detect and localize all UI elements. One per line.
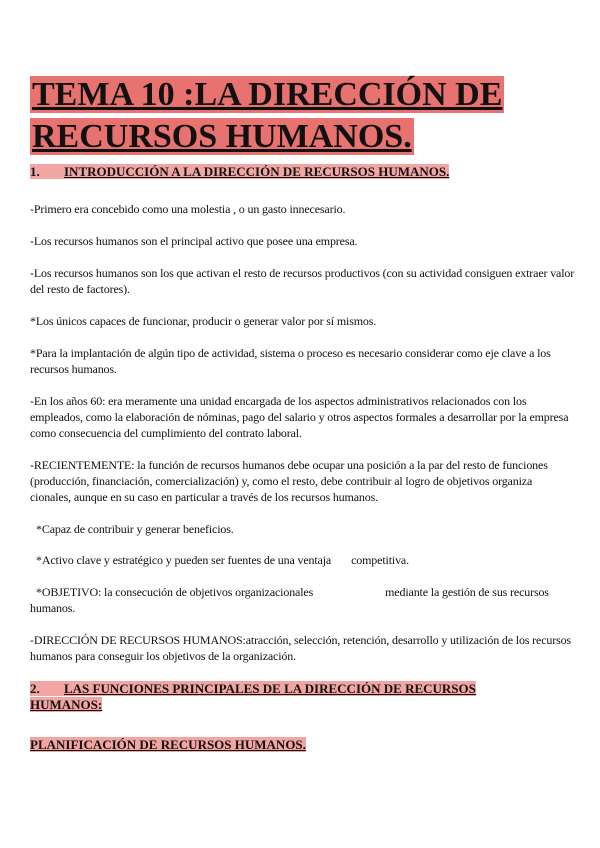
section2-subheading: PLANIFICACIÓN DE RECURSOS HUMANOS. [30,737,306,752]
paragraph-9: *Activo clave y estratégico y pueden ser fuentes de una ventaja competitiva. [36,553,409,567]
section2-heading: 2. LAS FUNCIONES PRINCIPALES DE LA DIRECCIÓN DE RECURSOS HUMANOS: [30,681,476,712]
paragraph-2: -Los recursos humanos son el principal activo que posee una empresa. [30,234,358,248]
paragraph-11: -DIRECCIÓN DE RECURSOS HUMANOS:atracción, selección, retención, desarrollo y utilización de los recursos humanos para conseguir los objetivos de la organización. [30,633,571,663]
paragraph-10: *OBJETIVO: la consecución de objetivos organizacionales mediante la gestión de sus recursos humanos. [30,585,549,615]
paragraph-3: -Los recursos humanos son los que activan el resto de recursos productivos (con su actividad consiguen extraer valor del resto de factores). [30,266,575,296]
section1-heading: 1. INTRODUCCIÓN A LA DIRECCIÓN DE RECURSOS HUMANOS. [30,164,450,179]
document-title-line1: TEMA 10 :LA DIRECCIÓN DE [32,76,503,113]
paragraph-6: -En los años 60: era meramente una unidad encargada de los aspectos administrativos relacionados con los empleados, como la elaboración de nóminas, pago del salario y otros aspectos formales a desarrollar por la empresa como consecuencia del cumplimiento del contrato laboral. [30,394,569,440]
paragraph-7: -RECIENTEMENTE: la función de recursos humanos debe ocupar una posición a la par del resto de funciones (producción, financiación, comercialización) y, como el resto, debe contribuir al logro de objetivos organiza cionales, aunque en su caso en particular a través de los recursos humanos. [30,458,548,504]
paragraph-5: *Para la implantación de algún tipo de actividad, sistema o proceso es necesario considerar como eje clave a los recursos humanos. [30,346,551,376]
document-title-line2: RECURSOS HUMANOS. [32,118,412,155]
paragraph-4: *Los únicos capaces de funcionar, producir o generar valor por sí mismos. [30,314,377,328]
paragraph-1: -Primero era concebido como una molestia , o un gasto innecesario. [30,202,346,216]
paragraph-8: *Capaz de contribuir y generar beneficios. [36,522,234,536]
